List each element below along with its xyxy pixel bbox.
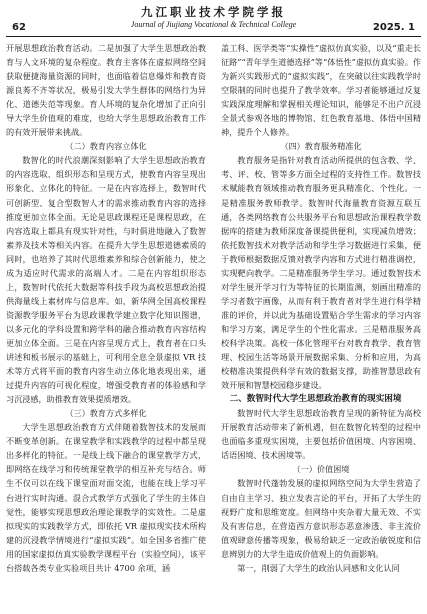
body-paragraph: 数智化的时代浪潮深刻影响了大学生思想政治教育的内容选取、组织形态和呈现方式，使教育内容呈现出形象化、立体化的特征。一是在内容选择上，数智时代可创新型、复合型数智人才的需求推动教育内容的选择推度更加立体全面。无论是思政课程还是课程思政，在内容选取上都具有现实针对性，与时俱进地融入了数智素养及技术等相关内容。在提升大学生思想道德素质的同时，也培养了其时代思维素养和综合创新能力，使之成为适应时代需求的高端人才。二是在内容组织形态上，数智时代依托大数据等科技手段为高校思想政治提供海量线上素材库与信息库。如，新华网全国高校课程资源教学服务平台为思政课教学建立数字化知识图谱，以多元化的学科设置和跨学科的融合推动教育内容结构更加立体全面。三是在内容呈现方式上，教育者在口头讲述和板书展示的基础上，可利用全息全景虚拟 VR 技术等方式将平面的教育内容生动立体化地表现出来，通过提升内容的可视化程度，增强受教育者的体验感和学习沉浸感，助推教育效果提质增效。	[6, 155, 206, 405]
body-paragraph: 数智时代蓬勃发展的虚拟网络空间为大学生营造了自由自主学习、独立发表言论的平台，开拓了大学生的视野广度和思维宽度。但网络中夹杂着大量无效、不实及有害信息，在营造西方意识形态恶意渗透、非主流价值观肆意传播等现象，极易给缺乏一定政治敏锐度和信息辨别力的大学生造成价值观上的负面影响。	[221, 478, 421, 559]
body-paragraph: 盖工科、医学类等“实操性”虚拟仿真实验，以及“重走长征路”“青年学生道德选择”等“体悟性”虚拟仿真实验。作为新兴实践形式的“虚拟实践”，在突破以往实践教学时空限制的同时也提升了教学效率。学习者能够通过反复实践深度理解和掌握相关理论知识，能够足不出户沉浸全景式参观各地的博物馆、红色教育基地、体悟中国精神，提升个人修养。	[221, 43, 421, 138]
right-column	[221, 41, 421, 611]
section-heading: 二、数智时代大学生思想政治教育的现实困境	[229, 394, 402, 405]
left-column	[6, 41, 206, 611]
body-paragraph: 大学生思想政治教育方式伴随着数智技术的发展而不断变革创新。在课堂教学和实践教学的过程中都呈现出多样化的特征。一是线上线下融合的课堂教学方式，即网络在线学习和传统课堂教学的相互补充与结合。师生不仅可以在线下课堂面对面交流，也能在线上学习平台进行实时沟通。混合式教学方式强化了学生的主体自觉性，能够实现思想政治理论课教学的实效性。二是虚拟现实的实践教学方式，即依托 VR 虚拟现实技术所构建的沉浸教学情境进行“虚拟实践”。如全国多省推广使用的国家虚拟仿真实验教学课程平台（实验空间），该平台搭载各类专业实验项目共计 4700 余项，涵	[6, 422, 206, 573]
header-rule	[6, 36, 421, 37]
section-subheading: （一）价值困境	[292, 464, 350, 475]
body-paragraph: 数智时代大学生思想政治教育呈现的新特征为高校开展教育活动带来了新机遇，但在数智化转型的过程中也面临多重现实困境，主要包括价值困境、内容困境、话语困境、技术困境等。	[221, 408, 421, 461]
body-paragraph: 开展思想政治教育活动。二是加强了大学生思想政治教育与人文环境的复杂程度。教育主客体在虚拟网络空间获取便捷海量资源的同时，也面临着信息爆炸和教育资源良莠不齐等状况，极易引发大学生群体的网络行为异化、道德失范等现象。育人环境的复杂化增加了正向引导大学生价值观的难度，也给大学生思想政治教育工作的有效开展带来挑战。	[6, 43, 206, 138]
body-paragraph: 第一，削弱了大学生的政治认同感和文化认同	[237, 562, 400, 573]
section-subheading: （三）教育方式多样化	[65, 408, 147, 419]
page-header	[0, 0, 427, 40]
body-paragraph: 教育服务是指针对教育活动所提供的包含教、学、考、评、校、管等多方面全过程的支持性工作。数智技术赋能教育领域推动教育服务更具精准化、个性化。一是精准服务教师教学。数智时代海量教育资源互联互通，各类网络教育公共服务平台和思想政治课程教学数据库的搭建为教师深度备课提供便利，实现减负增效；依托数智技术对教学活动和学生学习数据进行采集，便于教师根据数据反馈对教学内容和方式进行精准调控，实现靶向教学。二是精准服务学生学习。通过数智技术对学生展开学习行为等特征的长期监测，刻画出精准的学习者数字画像，从而有利于教育者对学生进行科学精准的评价，并以此为基础设置贴合学生需求的学习内容和学习方案，满足学生的个性化需求。三是精准服务高校科学决策。高校一体化管理平台对教育教学、教育管理、校园生活等场景开展数据采集、分析和应用，为高校精准决策提供科学有效的数据支撑，助推智慧思政有效开展和智慧校园稳步建设。	[221, 155, 421, 391]
page-number: 62	[12, 22, 26, 33]
section-subheading: （二）教育内容立体化	[65, 141, 147, 152]
journal-title-en: Journal of Jiujiang Vocational & Technical College	[130, 20, 297, 29]
journal-title-cn: 九江职业技术学院学报	[141, 5, 286, 19]
issue-number: 2025. 1	[372, 22, 415, 33]
section-subheading: （四）教育服务精准化	[280, 141, 362, 152]
